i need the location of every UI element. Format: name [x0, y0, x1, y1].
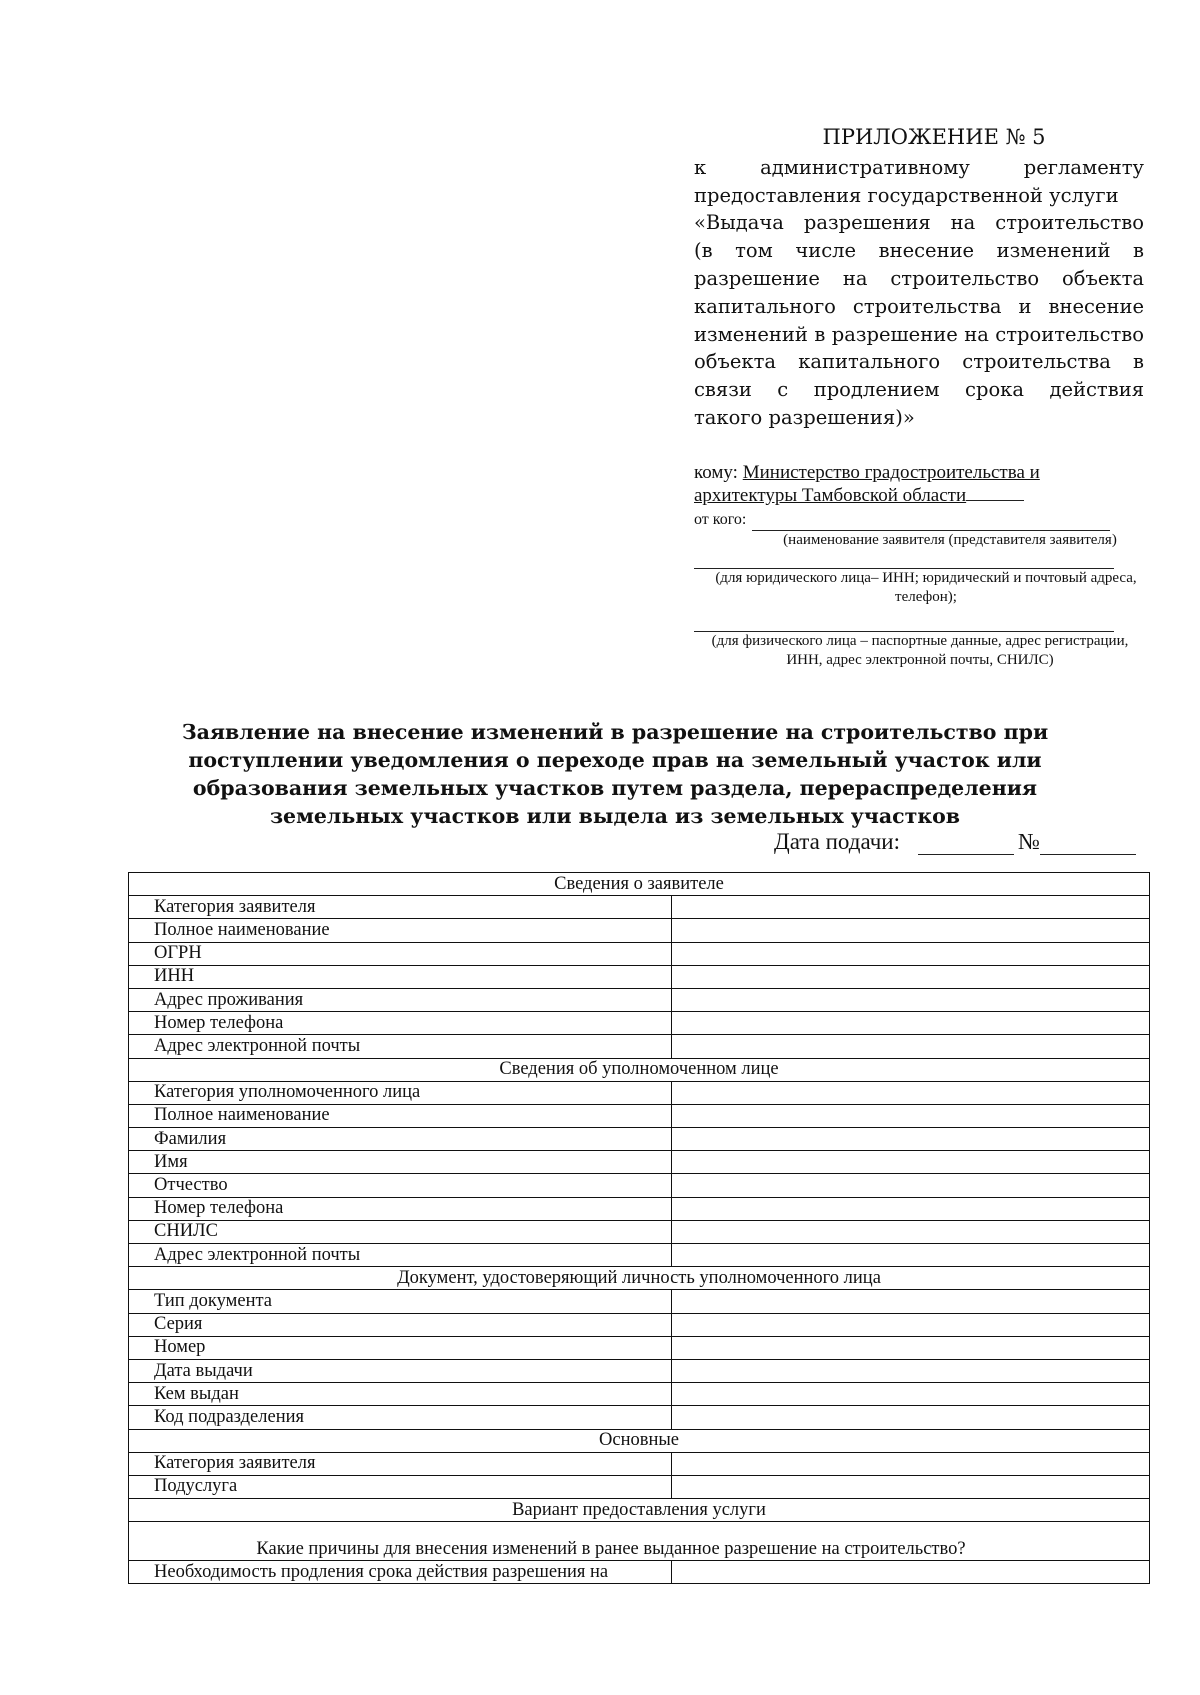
to-line-2	[694, 484, 1146, 507]
appendix-block	[694, 124, 1144, 432]
appendix-line: предоставления государственной услуги	[694, 183, 1119, 207]
application-form-table	[128, 872, 1150, 1584]
field-value-cell[interactable]	[672, 919, 1150, 942]
field-value-cell[interactable]	[672, 1475, 1150, 1498]
applicant-caption: (наименование заявителя (представителя заявителя)	[783, 532, 1117, 548]
address-block	[694, 462, 1146, 670]
from-fill-line	[752, 518, 1110, 531]
to-fill-line	[966, 484, 1024, 501]
field-value-cell[interactable]	[672, 1220, 1150, 1243]
table-row	[129, 1475, 1150, 1498]
field-label: Категория уполномоченного лица	[129, 1081, 672, 1104]
field-label: Серия	[129, 1313, 672, 1336]
field-label: Дата выдачи	[129, 1359, 672, 1382]
form-title: Заявление на внесение изменений в разрешение на строительство при поступлении уведомления о переходе прав на земельный участок или образования земельных участков путем раздела, перераспределения земельных участков или выдела из земельных участков	[181, 720, 1049, 828]
section-header-row	[129, 1429, 1150, 1452]
date-label: Дата подачи:	[774, 829, 900, 854]
field-label: Код подразделения	[129, 1406, 672, 1429]
field-value-cell[interactable]	[672, 1452, 1150, 1475]
field-label: Полное наименование	[129, 919, 672, 942]
field-label: СНИЛС	[129, 1220, 672, 1243]
number-fill-line	[1040, 834, 1136, 855]
table-row	[129, 1197, 1150, 1220]
submission-date-row	[774, 829, 1150, 855]
field-label: Фамилия	[129, 1128, 672, 1151]
field-value-cell[interactable]	[672, 1151, 1150, 1174]
field-label: Номер	[129, 1336, 672, 1359]
to-value: Министерство градостроительства и	[742, 462, 1040, 483]
table-row	[129, 1174, 1150, 1197]
table-row	[129, 1104, 1150, 1127]
legal-fill-line	[694, 550, 1114, 569]
physical-fill-line	[694, 613, 1114, 632]
table-row	[129, 896, 1150, 919]
field-value-cell[interactable]	[672, 1383, 1150, 1406]
field-label: ИНН	[129, 965, 672, 988]
field-label: Адрес проживания	[129, 988, 672, 1011]
field-value-cell[interactable]	[672, 1290, 1150, 1313]
section-title: Сведения об уполномоченном лице	[129, 1058, 1150, 1081]
field-value-cell[interactable]	[672, 1197, 1150, 1220]
field-value-cell[interactable]	[672, 1406, 1150, 1429]
field-label: Отчество	[129, 1174, 672, 1197]
field-value-cell[interactable]	[672, 1104, 1150, 1127]
table-row	[129, 965, 1150, 988]
table-row	[129, 1035, 1150, 1058]
table-row	[129, 1313, 1150, 1336]
table-row	[129, 1151, 1150, 1174]
appendix-line: «Выдача разрешения на строительство	[694, 211, 1144, 235]
field-label: Адрес электронной почты	[129, 1035, 672, 1058]
question-text: Какие причины для внесения изменений в ранее выданное разрешение на строительство?	[129, 1522, 1150, 1561]
section-title: Документ, удостоверяющий личность уполномоченного лица	[129, 1267, 1150, 1290]
from-line	[694, 509, 1146, 531]
field-value-cell[interactable]	[672, 1012, 1150, 1035]
table-row	[129, 1290, 1150, 1313]
section-header-row	[129, 1267, 1150, 1290]
field-value-cell[interactable]	[672, 1244, 1150, 1267]
field-value-cell[interactable]	[672, 1313, 1150, 1336]
section-header-row	[129, 1499, 1150, 1522]
table-row	[129, 1081, 1150, 1104]
table-row	[129, 919, 1150, 942]
field-label: Тип документа	[129, 1290, 672, 1313]
field-value-cell[interactable]	[672, 1336, 1150, 1359]
table-row	[129, 1012, 1150, 1035]
table-row	[129, 988, 1150, 1011]
date-fill-line	[918, 834, 1014, 855]
field-label: Адрес электронной почты	[129, 1244, 672, 1267]
appendix-line: изменений в разрешение на строительство	[694, 322, 1144, 346]
table-row	[129, 1359, 1150, 1382]
table-row	[129, 1561, 1150, 1584]
from-label: от кого:	[694, 511, 747, 528]
appendix-line: к административному регламенту	[694, 155, 1144, 179]
field-value-cell[interactable]	[672, 896, 1150, 919]
field-label: Подуслуга	[129, 1475, 672, 1498]
field-value-cell[interactable]	[672, 1128, 1150, 1151]
table-row	[129, 1220, 1150, 1243]
section-title: Основные	[129, 1429, 1150, 1452]
field-label: Номер телефона	[129, 1197, 672, 1220]
table-row	[129, 1128, 1150, 1151]
field-value-cell[interactable]	[672, 988, 1150, 1011]
appendix-line: (в том числе внесение изменений в	[694, 239, 1144, 263]
field-label: Категория заявителя	[129, 1452, 672, 1475]
field-label: Номер телефона	[129, 1012, 672, 1035]
table-row	[129, 1336, 1150, 1359]
field-label: Кем выдан	[129, 1383, 672, 1406]
table-row	[129, 1244, 1150, 1267]
question-row	[129, 1522, 1150, 1561]
field-label: ОГРН	[129, 942, 672, 965]
field-value-cell[interactable]	[672, 965, 1150, 988]
to-value-2: архитектуры Тамбовской области	[694, 485, 967, 506]
section-title: Сведения о заявителе	[129, 873, 1150, 896]
field-value-cell[interactable]	[672, 942, 1150, 965]
section-header-row	[129, 873, 1150, 896]
field-value-cell[interactable]	[672, 1359, 1150, 1382]
appendix-line: объекта капитального строительства в	[694, 350, 1144, 374]
field-value-cell[interactable]	[672, 1561, 1150, 1584]
field-value-cell[interactable]	[672, 1174, 1150, 1197]
to-label: кому:	[694, 462, 738, 483]
field-label: Категория заявителя	[129, 896, 672, 919]
appendix-line: разрешение на строительство объекта	[694, 266, 1144, 290]
table-row	[129, 1383, 1150, 1406]
appendix-line: капитального строительства и внесение	[694, 294, 1144, 318]
field-value-cell[interactable]	[672, 1035, 1150, 1058]
field-label: Имя	[129, 1151, 672, 1174]
to-line	[694, 462, 1146, 484]
table-row	[129, 1406, 1150, 1429]
physical-caption: (для физического лица – паспортные данные, адрес регистрации, ИНН, адрес электронной почты, СНИЛС)	[711, 633, 1129, 668]
legal-caption: (для юридического лица– ИНН; юридический и почтовый адреса, телефон);	[715, 570, 1137, 605]
section-header-row	[129, 1058, 1150, 1081]
section-title: Вариант предоставления услуги	[129, 1499, 1150, 1522]
field-label: Полное наименование	[129, 1104, 672, 1127]
appendix-line: такого разрешения)»	[694, 405, 915, 429]
field-value-cell[interactable]	[672, 1081, 1150, 1104]
number-label: №	[1018, 829, 1040, 854]
appendix-title: ПРИЛОЖЕНИЕ № 5	[822, 125, 1046, 149]
field-label: Необходимость продления срока действия разрешения на	[129, 1561, 672, 1584]
appendix-line: связи с продлением срока действия	[694, 378, 1144, 402]
table-row	[129, 1452, 1150, 1475]
table-row	[129, 942, 1150, 965]
